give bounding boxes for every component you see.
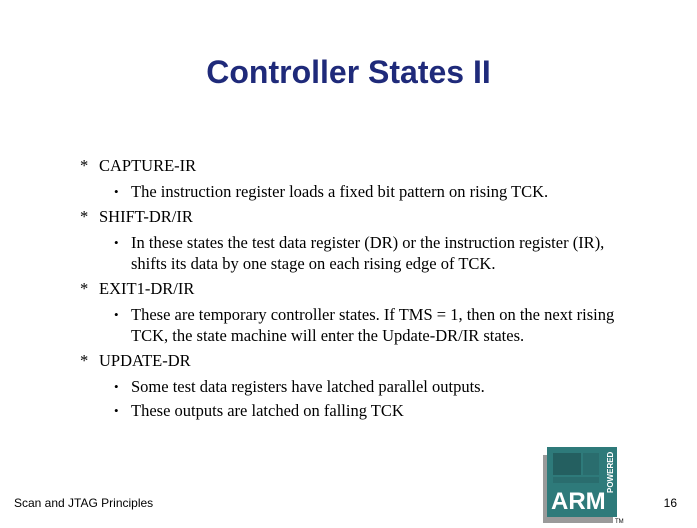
bullet-label: SHIFT-DR/IR (99, 207, 193, 226)
sub-bullet-text: These outputs are latched on falling TCK (131, 401, 404, 420)
dot-bullet-icon: • (114, 403, 119, 418)
sub-bullet (114, 304, 631, 346)
sub-bullet (114, 376, 631, 397)
bullet-item-update-dr (80, 349, 697, 373)
sub-bullet-text: Some test data registers have latched parallel outputs. (131, 377, 485, 396)
arm-powered-logo (543, 447, 625, 523)
sub-bullet (114, 400, 631, 421)
asterisk-bullet-icon: * (80, 156, 89, 175)
bullet-item-capture-ir (80, 154, 697, 178)
slide-title: Controller States II (206, 54, 491, 90)
page-number: 16 (663, 496, 677, 510)
bullet-item-exit1-dr-ir (80, 277, 697, 301)
logo-trademark-text: TM (615, 519, 624, 523)
bullet-label: EXIT1-DR/IR (99, 279, 195, 298)
footer-text: Scan and JTAG Principles (14, 496, 154, 510)
dot-bullet-icon: • (114, 184, 119, 199)
dot-bullet-icon: • (114, 235, 119, 250)
sub-bullet-text: The instruction register loads a fixed bit pattern on rising TCK. (131, 182, 549, 201)
sub-bullet (114, 181, 631, 202)
asterisk-bullet-icon: * (80, 207, 89, 226)
asterisk-bullet-icon: * (80, 351, 89, 370)
bullet-list (0, 154, 697, 424)
sub-bullet-text: These are temporary controller states. If TMS = 1, then on the next rising TCK, the state machine will enter the Update-DR/IR states. (131, 305, 615, 345)
dot-bullet-icon: • (114, 379, 119, 394)
dot-bullet-icon: • (114, 307, 119, 322)
bullet-label: UPDATE-DR (99, 351, 191, 370)
logo-tagline-text: POWERED (606, 451, 615, 493)
bullet-label: CAPTURE-IR (99, 156, 197, 175)
sub-bullet (114, 232, 631, 274)
bullet-item-shift-dr-ir (80, 205, 697, 229)
sub-bullet-text: In these states the test data register (DR) or the instruction register (IR), shifts its data by one stage on each rising edge of TCK. (131, 233, 605, 273)
asterisk-bullet-icon: * (80, 279, 89, 298)
logo-brand-text: ARM (551, 488, 606, 515)
